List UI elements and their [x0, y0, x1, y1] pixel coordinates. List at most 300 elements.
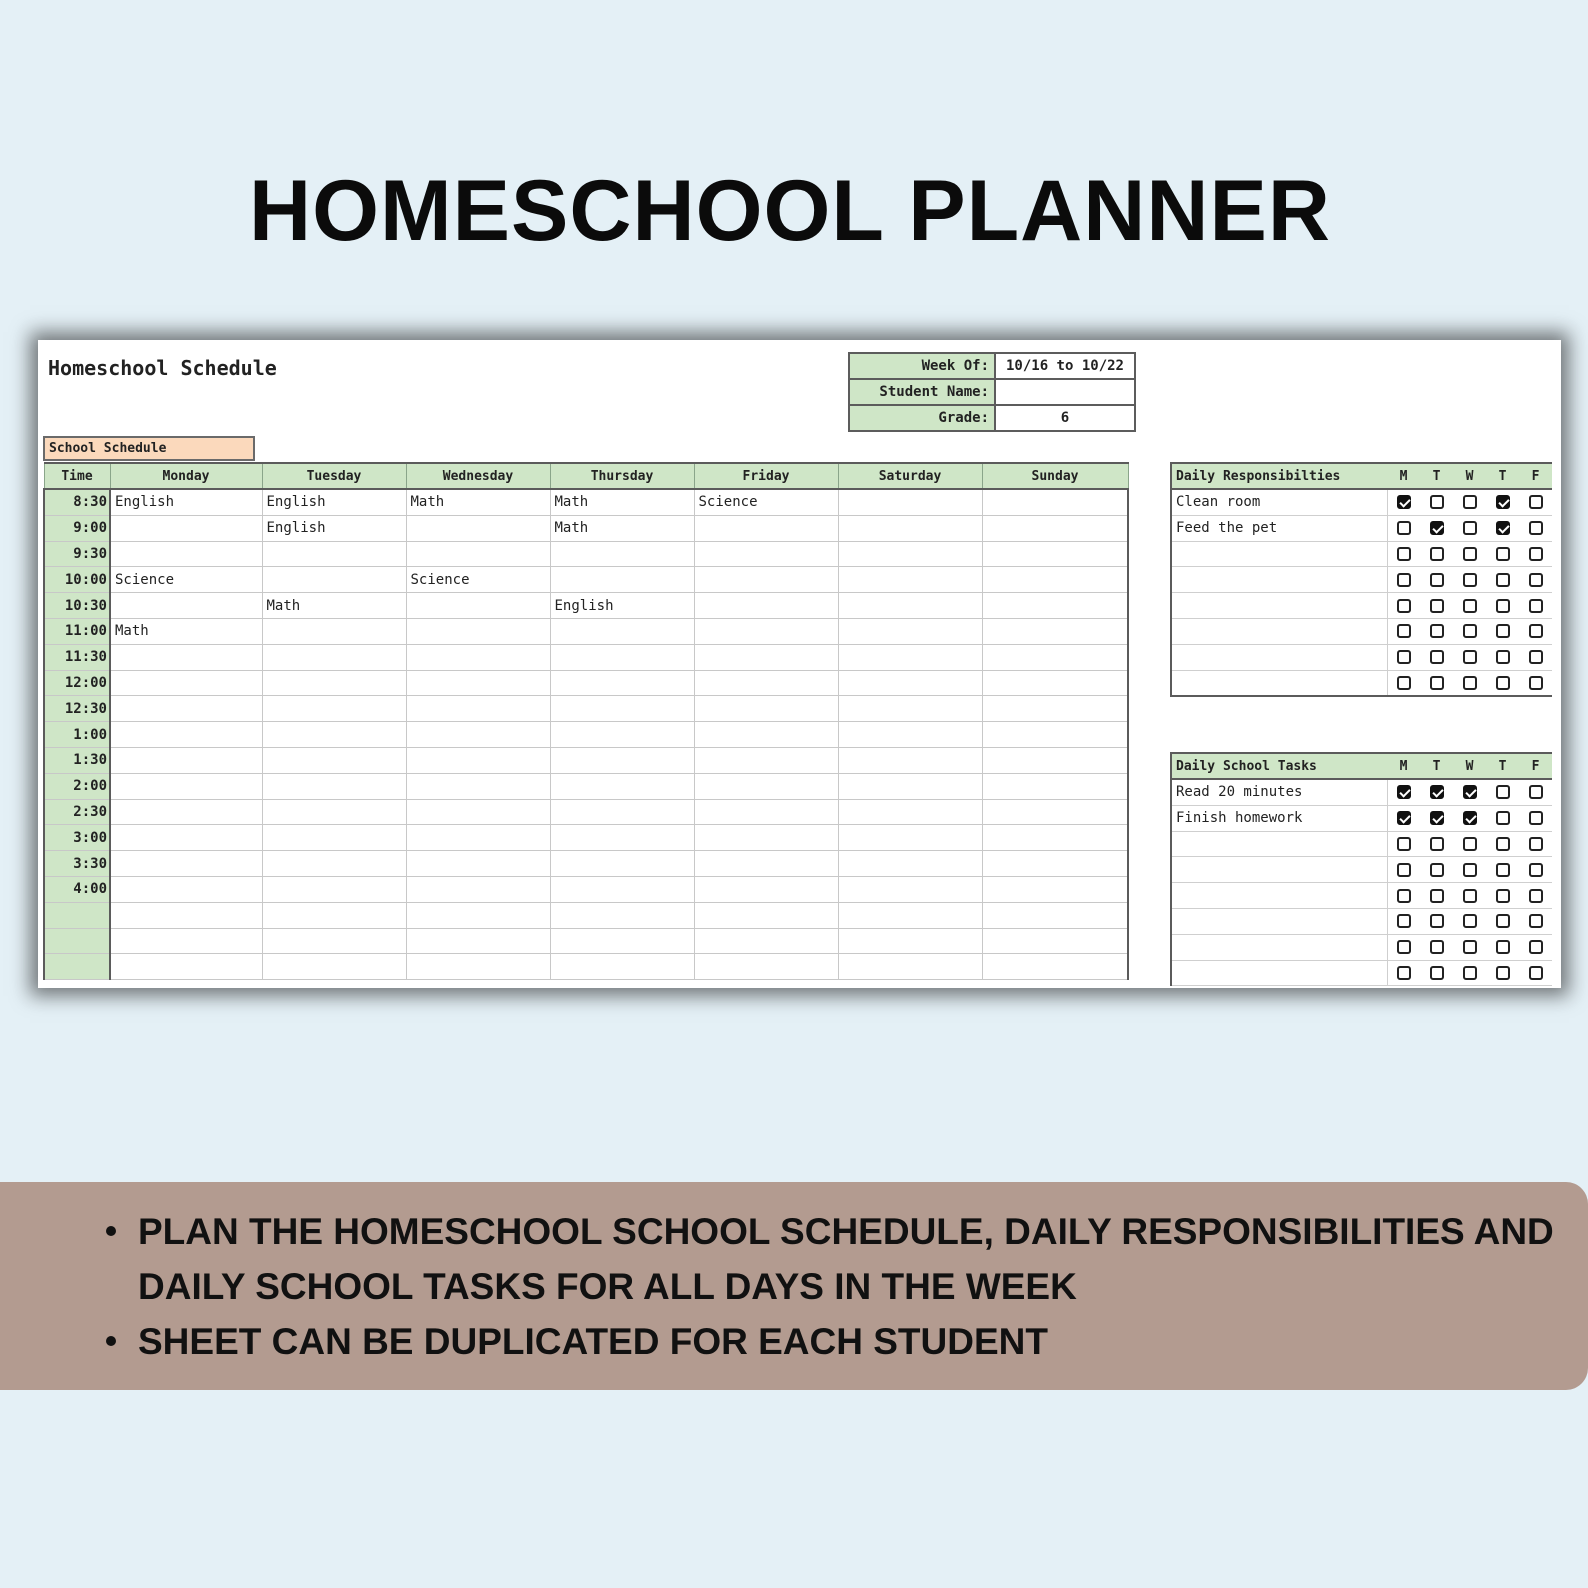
unchecked-checkbox[interactable] [1397, 599, 1411, 613]
schedule-cell[interactable] [982, 954, 1128, 980]
unchecked-checkbox[interactable] [1496, 837, 1510, 851]
schedule-cell[interactable]: Math [262, 593, 406, 619]
checkbox-cell [1453, 644, 1486, 670]
unchecked-checkbox[interactable] [1463, 547, 1477, 561]
time-slot: 2:00 [44, 773, 110, 799]
unchecked-checkbox[interactable] [1463, 914, 1477, 928]
schedule-cell[interactable] [838, 515, 982, 541]
schedule-cell[interactable] [838, 799, 982, 825]
schedule-cell[interactable] [694, 567, 838, 593]
school-task-row [1171, 857, 1552, 883]
schedule-cell[interactable]: Science [694, 489, 838, 515]
schedule-cell[interactable] [838, 928, 982, 954]
unchecked-checkbox[interactable] [1397, 889, 1411, 903]
schedule-cell[interactable] [262, 618, 406, 644]
schedule-cell[interactable] [838, 644, 982, 670]
schedule-cell[interactable] [406, 541, 550, 567]
schedule-cell[interactable] [406, 799, 550, 825]
responsibility-row [1171, 515, 1552, 541]
schedule-cell[interactable] [262, 670, 406, 696]
schedule-cell[interactable] [838, 902, 982, 928]
responsibility-label[interactable] [1171, 644, 1387, 670]
schedule-cell[interactable] [550, 825, 694, 851]
schedule-cell[interactable] [982, 851, 1128, 877]
unchecked-checkbox[interactable] [1397, 940, 1411, 954]
feature-banner [0, 1182, 1588, 1390]
checkbox-cell [1486, 831, 1519, 857]
schedule-cell[interactable] [262, 954, 406, 980]
unchecked-checkbox[interactable] [1397, 521, 1411, 535]
schedule-cell[interactable] [262, 747, 406, 773]
checked-checkbox[interactable] [1397, 785, 1411, 799]
schedule-cell[interactable] [110, 722, 262, 748]
schedule-cell[interactable] [838, 618, 982, 644]
schedule-row [44, 825, 1128, 851]
unchecked-checkbox[interactable] [1430, 547, 1444, 561]
info-value-cell[interactable]: 6 [995, 405, 1135, 431]
schedule-cell[interactable] [694, 670, 838, 696]
checked-checkbox[interactable] [1430, 811, 1444, 825]
unchecked-checkbox[interactable] [1496, 966, 1510, 980]
checkbox-cell [1486, 644, 1519, 670]
school-task-label[interactable] [1171, 857, 1387, 883]
schedule-cell[interactable] [838, 670, 982, 696]
time-slot: 3:30 [44, 851, 110, 877]
schedule-cell[interactable] [838, 696, 982, 722]
schedule-cell[interactable] [110, 799, 262, 825]
schedule-cell[interactable] [694, 541, 838, 567]
schedule-cell[interactable] [110, 851, 262, 877]
unchecked-checkbox[interactable] [1496, 811, 1510, 825]
unchecked-checkbox[interactable] [1529, 547, 1543, 561]
schedule-cell[interactable] [982, 696, 1128, 722]
schedule-cell[interactable] [262, 851, 406, 877]
schedule-cell[interactable] [982, 928, 1128, 954]
schedule-cell[interactable] [694, 747, 838, 773]
checked-checkbox[interactable] [1496, 495, 1510, 509]
unchecked-checkbox[interactable] [1529, 650, 1543, 664]
student-info-box [848, 352, 1136, 432]
school-task-row [1171, 960, 1552, 986]
schedule-cell[interactable] [406, 876, 550, 902]
school-task-label[interactable] [1171, 934, 1387, 960]
unchecked-checkbox[interactable] [1430, 650, 1444, 664]
schedule-cell[interactable] [982, 567, 1128, 593]
checkbox-cell [1486, 618, 1519, 644]
checked-checkbox[interactable] [1496, 521, 1510, 535]
schedule-cell[interactable] [262, 876, 406, 902]
checkbox-cell [1519, 515, 1552, 541]
time-slot: 12:30 [44, 696, 110, 722]
schedule-row [44, 541, 1128, 567]
schedule-cell[interactable] [694, 928, 838, 954]
schedule-cell[interactable] [838, 851, 982, 877]
checked-checkbox[interactable] [1463, 785, 1477, 799]
schedule-cell[interactable] [262, 825, 406, 851]
schedule-row [44, 670, 1128, 696]
schedule-cell[interactable]: English [110, 489, 262, 515]
unchecked-checkbox[interactable] [1430, 573, 1444, 587]
schedule-cell[interactable] [982, 670, 1128, 696]
checkbox-cell [1453, 960, 1486, 986]
schedule-cell[interactable] [406, 928, 550, 954]
schedule-cell[interactable] [982, 773, 1128, 799]
checked-checkbox[interactable] [1463, 811, 1477, 825]
unchecked-checkbox[interactable] [1397, 863, 1411, 877]
time-slot: 2:30 [44, 799, 110, 825]
schedule-cell[interactable] [982, 825, 1128, 851]
unchecked-checkbox[interactable] [1397, 650, 1411, 664]
info-value-cell[interactable]: 10/16 to 10/22 [995, 353, 1135, 379]
schedule-cell[interactable] [982, 618, 1128, 644]
unchecked-checkbox[interactable] [1397, 837, 1411, 851]
checkbox-cell [1519, 567, 1552, 593]
schedule-cell[interactable] [110, 515, 262, 541]
school-task-label[interactable]: Finish homework [1171, 805, 1387, 831]
schedule-cell[interactable]: English [550, 593, 694, 619]
unchecked-checkbox[interactable] [1430, 914, 1444, 928]
schedule-cell[interactable] [982, 722, 1128, 748]
unchecked-checkbox[interactable] [1397, 573, 1411, 587]
schedule-cell[interactable] [110, 541, 262, 567]
checked-checkbox[interactable] [1430, 785, 1444, 799]
unchecked-checkbox[interactable] [1397, 914, 1411, 928]
school-task-label[interactable] [1171, 908, 1387, 934]
unchecked-checkbox[interactable] [1430, 676, 1444, 690]
schedule-cell[interactable] [694, 902, 838, 928]
schedule-cell[interactable] [406, 773, 550, 799]
schedule-cell[interactable]: Math [550, 489, 694, 515]
unchecked-checkbox[interactable] [1430, 966, 1444, 980]
schedule-cell[interactable] [406, 515, 550, 541]
unchecked-checkbox[interactable] [1397, 624, 1411, 638]
checkbox-cell [1420, 908, 1453, 934]
schedule-cell[interactable] [262, 928, 406, 954]
schedule-cell[interactable] [406, 593, 550, 619]
schedule-cell[interactable] [550, 696, 694, 722]
unchecked-checkbox[interactable] [1463, 837, 1477, 851]
unchecked-checkbox[interactable] [1463, 521, 1477, 535]
checkbox-cell [1519, 644, 1552, 670]
unchecked-checkbox[interactable] [1397, 966, 1411, 980]
schedule-cell[interactable] [838, 567, 982, 593]
schedule-cell[interactable] [110, 644, 262, 670]
checkbox-cell [1486, 670, 1519, 696]
unchecked-checkbox[interactable] [1496, 573, 1510, 587]
schedule-cell[interactable] [110, 747, 262, 773]
schedule-cell[interactable] [982, 593, 1128, 619]
day-column-header: Wednesday [406, 463, 550, 489]
schedule-row [44, 722, 1128, 748]
schedule-cell[interactable]: Math [406, 489, 550, 515]
schedule-cell[interactable]: English [262, 515, 406, 541]
schedule-cell[interactable] [262, 696, 406, 722]
unchecked-checkbox[interactable] [1496, 599, 1510, 613]
schedule-cell[interactable] [838, 954, 982, 980]
schedule-cell[interactable] [110, 593, 262, 619]
schedule-cell[interactable] [694, 696, 838, 722]
schedule-row [44, 489, 1128, 515]
schedule-cell[interactable] [110, 696, 262, 722]
schedule-cell[interactable] [838, 747, 982, 773]
schedule-cell[interactable] [406, 670, 550, 696]
schedule-cell[interactable] [838, 722, 982, 748]
responsibility-label[interactable] [1171, 541, 1387, 567]
schedule-cell[interactable] [982, 489, 1128, 515]
day-column-header: Sunday [982, 463, 1128, 489]
schedule-cell[interactable] [550, 928, 694, 954]
schedule-cell[interactable] [838, 593, 982, 619]
schedule-cell[interactable] [406, 644, 550, 670]
school-task-label[interactable] [1171, 960, 1387, 986]
checkbox-cell [1420, 567, 1453, 593]
schedule-cell[interactable] [550, 799, 694, 825]
unchecked-checkbox[interactable] [1397, 676, 1411, 690]
school-task-row [1171, 831, 1552, 857]
feature-bullet: SHEET CAN BE DUPLICATED FOR EACH STUDENT [104, 1314, 1564, 1369]
schedule-cell[interactable]: Math [550, 515, 694, 541]
schedule-cell[interactable] [262, 541, 406, 567]
schedule-cell[interactable] [550, 851, 694, 877]
schedule-cell[interactable] [694, 954, 838, 980]
unchecked-checkbox[interactable] [1430, 863, 1444, 877]
time-slot: 11:30 [44, 644, 110, 670]
checkbox-cell [1519, 489, 1552, 515]
schedule-cell[interactable] [694, 876, 838, 902]
checked-checkbox[interactable] [1397, 811, 1411, 825]
unchecked-checkbox[interactable] [1496, 650, 1510, 664]
schedule-cell[interactable] [110, 876, 262, 902]
schedule-cell[interactable] [550, 644, 694, 670]
day-initial-header: T [1420, 463, 1453, 489]
schedule-cell[interactable] [550, 876, 694, 902]
school-task-row [1171, 805, 1552, 831]
schedule-cell[interactable] [406, 825, 550, 851]
day-initial-header: T [1486, 753, 1519, 779]
day-initial-header: F [1519, 463, 1552, 489]
schedule-cell[interactable] [550, 541, 694, 567]
unchecked-checkbox[interactable] [1529, 624, 1543, 638]
schedule-cell[interactable] [550, 670, 694, 696]
schedule-cell[interactable] [262, 773, 406, 799]
checkbox-cell [1519, 670, 1552, 696]
responsibility-label[interactable]: Clean room [1171, 489, 1387, 515]
schedule-cell[interactable] [550, 773, 694, 799]
unchecked-checkbox[interactable] [1430, 940, 1444, 954]
schedule-cell[interactable] [982, 799, 1128, 825]
checkbox-cell [1453, 857, 1486, 883]
schedule-cell[interactable] [262, 902, 406, 928]
school-task-label[interactable] [1171, 883, 1387, 909]
unchecked-checkbox[interactable] [1463, 863, 1477, 877]
schedule-cell[interactable] [406, 851, 550, 877]
unchecked-checkbox[interactable] [1430, 837, 1444, 851]
schedule-cell[interactable] [406, 618, 550, 644]
info-row [849, 379, 1135, 405]
unchecked-checkbox[interactable] [1463, 624, 1477, 638]
unchecked-checkbox[interactable] [1463, 495, 1477, 509]
unchecked-checkbox[interactable] [1529, 966, 1543, 980]
schedule-cell[interactable] [550, 954, 694, 980]
unchecked-checkbox[interactable] [1529, 914, 1543, 928]
checkbox-cell [1519, 618, 1552, 644]
unchecked-checkbox[interactable] [1496, 785, 1510, 799]
checkbox-cell [1453, 670, 1486, 696]
checkbox-cell [1519, 805, 1552, 831]
schedule-cell[interactable] [550, 567, 694, 593]
unchecked-checkbox[interactable] [1463, 573, 1477, 587]
schedule-cell[interactable] [110, 902, 262, 928]
unchecked-checkbox[interactable] [1463, 940, 1477, 954]
schedule-cell[interactable] [982, 644, 1128, 670]
unchecked-checkbox[interactable] [1496, 676, 1510, 690]
unchecked-checkbox[interactable] [1430, 889, 1444, 903]
checked-checkbox[interactable] [1430, 521, 1444, 535]
unchecked-checkbox[interactable] [1463, 650, 1477, 664]
schedule-cell[interactable] [838, 489, 982, 515]
checkbox-cell [1486, 489, 1519, 515]
schedule-cell[interactable]: Science [406, 567, 550, 593]
unchecked-checkbox[interactable] [1463, 599, 1477, 613]
schedule-cell[interactable] [694, 799, 838, 825]
checkbox-cell [1486, 805, 1519, 831]
checkbox-cell [1387, 857, 1420, 883]
responsibility-label[interactable] [1171, 618, 1387, 644]
unchecked-checkbox[interactable] [1430, 599, 1444, 613]
checkbox-cell [1420, 515, 1453, 541]
schedule-cell[interactable] [406, 747, 550, 773]
schedule-cell[interactable] [550, 747, 694, 773]
unchecked-checkbox[interactable] [1529, 837, 1543, 851]
unchecked-checkbox[interactable] [1529, 785, 1543, 799]
unchecked-checkbox[interactable] [1529, 811, 1543, 825]
schedule-cell[interactable] [982, 876, 1128, 902]
time-slot [44, 902, 110, 928]
section-label-school-schedule: School Schedule [43, 436, 255, 461]
checkbox-cell [1486, 934, 1519, 960]
time-slot: 3:00 [44, 825, 110, 851]
school-task-label[interactable]: Read 20 minutes [1171, 779, 1387, 805]
schedule-cell[interactable] [694, 825, 838, 851]
schedule-cell[interactable] [110, 928, 262, 954]
schedule-row [44, 954, 1128, 980]
unchecked-checkbox[interactable] [1430, 624, 1444, 638]
schedule-cell[interactable] [550, 722, 694, 748]
checkbox-cell [1453, 515, 1486, 541]
unchecked-checkbox[interactable] [1529, 863, 1543, 877]
unchecked-checkbox[interactable] [1529, 940, 1543, 954]
checkbox-cell [1519, 593, 1552, 619]
schedule-cell[interactable] [982, 515, 1128, 541]
unchecked-checkbox[interactable] [1529, 521, 1543, 535]
responsibility-label[interactable] [1171, 593, 1387, 619]
unchecked-checkbox[interactable] [1496, 624, 1510, 638]
schedule-cell[interactable] [110, 670, 262, 696]
schedule-cell[interactable]: Math [110, 618, 262, 644]
day-initial-header: W [1453, 463, 1486, 489]
schedule-cell[interactable] [262, 722, 406, 748]
schedule-cell[interactable] [694, 618, 838, 644]
unchecked-checkbox[interactable] [1397, 547, 1411, 561]
checkbox-cell [1420, 934, 1453, 960]
schedule-cell[interactable] [838, 825, 982, 851]
schedule-cell[interactable] [262, 567, 406, 593]
school-task-label[interactable] [1171, 831, 1387, 857]
unchecked-checkbox[interactable] [1496, 889, 1510, 903]
unchecked-checkbox[interactable] [1529, 599, 1543, 613]
schedule-cell[interactable] [982, 541, 1128, 567]
checkbox-cell [1387, 618, 1420, 644]
unchecked-checkbox[interactable] [1529, 676, 1543, 690]
unchecked-checkbox[interactable] [1496, 863, 1510, 877]
schedule-cell[interactable] [694, 773, 838, 799]
schedule-cell[interactable] [110, 825, 262, 851]
checkbox-cell [1519, 960, 1552, 986]
checkbox-cell [1387, 644, 1420, 670]
schedule-cell[interactable] [694, 644, 838, 670]
schedule-cell[interactable] [982, 747, 1128, 773]
schedule-cell[interactable] [406, 954, 550, 980]
checkbox-cell [1387, 515, 1420, 541]
schedule-cell[interactable] [694, 593, 838, 619]
unchecked-checkbox[interactable] [1463, 889, 1477, 903]
checkbox-cell [1420, 670, 1453, 696]
responsibility-row [1171, 541, 1552, 567]
responsibility-label[interactable] [1171, 567, 1387, 593]
checkbox-cell [1453, 908, 1486, 934]
schedule-cell[interactable] [406, 696, 550, 722]
unchecked-checkbox[interactable] [1529, 889, 1543, 903]
schedule-cell[interactable] [262, 644, 406, 670]
unchecked-checkbox[interactable] [1463, 966, 1477, 980]
schedule-cell[interactable] [694, 515, 838, 541]
schedule-cell[interactable] [694, 722, 838, 748]
schedule-cell[interactable] [406, 902, 550, 928]
unchecked-checkbox[interactable] [1496, 547, 1510, 561]
unchecked-checkbox[interactable] [1430, 495, 1444, 509]
unchecked-checkbox[interactable] [1463, 676, 1477, 690]
schedule-cell[interactable] [406, 722, 550, 748]
schedule-cell[interactable] [982, 902, 1128, 928]
checked-checkbox[interactable] [1397, 495, 1411, 509]
checkbox-cell [1453, 805, 1486, 831]
unchecked-checkbox[interactable] [1496, 914, 1510, 928]
checkbox-cell [1453, 831, 1486, 857]
schedule-row [44, 593, 1128, 619]
page-title: HOMESCHOOL PLANNER [249, 163, 1331, 259]
schedule-cell[interactable] [110, 773, 262, 799]
schedule-row [44, 747, 1128, 773]
checkbox-cell [1486, 593, 1519, 619]
unchecked-checkbox[interactable] [1529, 573, 1543, 587]
schedule-cell[interactable]: Science [110, 567, 262, 593]
unchecked-checkbox[interactable] [1496, 940, 1510, 954]
schedule-cell[interactable] [550, 902, 694, 928]
schedule-cell[interactable] [110, 954, 262, 980]
schedule-cell[interactable] [550, 618, 694, 644]
schedule-cell[interactable] [694, 851, 838, 877]
checkbox-cell [1387, 567, 1420, 593]
schedule-cell[interactable]: English [262, 489, 406, 515]
schedule-cell[interactable] [838, 876, 982, 902]
schedule-cell[interactable] [838, 541, 982, 567]
info-value-cell[interactable] [995, 379, 1135, 405]
responsibility-label[interactable] [1171, 670, 1387, 696]
unchecked-checkbox[interactable] [1529, 495, 1543, 509]
schedule-cell[interactable] [838, 773, 982, 799]
schedule-cell[interactable] [262, 799, 406, 825]
responsibility-label[interactable]: Feed the pet [1171, 515, 1387, 541]
